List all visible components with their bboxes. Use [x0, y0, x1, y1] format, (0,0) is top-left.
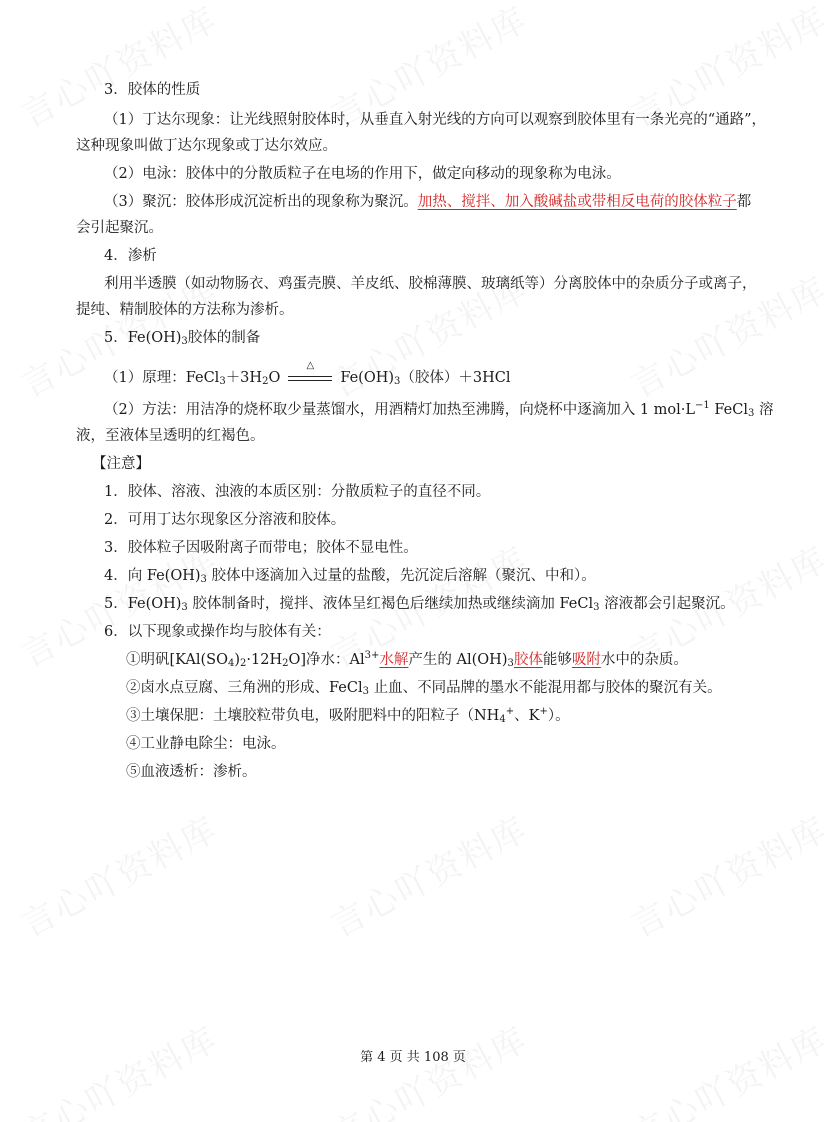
page-footer: 第 4 页 共 108 页 [360, 1050, 466, 1065]
dialysis-line-1: 利用半透膜（如动物肠衣、鸡蛋壳膜、羊皮纸、胶棉薄膜、玻璃纸等）分离胶体中的杂质分子或离子， [104, 276, 757, 292]
note-4 [104, 566, 596, 586]
method-text: FeCl [709, 402, 748, 418]
heading-text: 胶体的制备 [187, 330, 261, 346]
highlight-adsorb: 吸附 [571, 652, 601, 668]
superscript: + [539, 706, 548, 717]
coagulation-text-end: 都 [736, 194, 752, 210]
highlight-colloid: 胶体 [513, 652, 543, 668]
item-text: ①明矾[KAl(SO [126, 652, 228, 668]
watermark-text [321, 802, 535, 947]
subscript: 3 [181, 602, 188, 613]
note-text: 溶液都会引起聚沉。 [599, 596, 735, 612]
heating-equals-sign [288, 360, 332, 386]
watermark-text [621, 802, 826, 947]
subscript: 4 [499, 714, 506, 725]
principle-text: （1）原理：FeCl [104, 370, 220, 386]
note-text: 5．Fe(OH) [104, 596, 182, 612]
item-text: 水中的杂质。 [600, 652, 688, 668]
delta-icon: △ [306, 360, 315, 371]
watermark-text [11, 802, 225, 947]
item-text: ③土壤保肥：土壤胶粒带负电，吸附肥料中的阳粒子（NH [126, 708, 500, 724]
subscript: 3 [507, 658, 514, 669]
equals-bar-top [288, 376, 332, 377]
subscript: 3 [593, 602, 600, 613]
principle-text: ＋3H [225, 370, 263, 386]
dialysis-line-2: 提纯、精制胶体的方法称为渗析。 [76, 302, 294, 318]
watermark-text [621, 1012, 826, 1122]
note-2: 2．可用丁达尔现象区分溶液和胶体。 [104, 512, 346, 528]
highlight-hydrolysis: 水解 [379, 652, 409, 668]
section-3-heading: 3．胶体的性质 [104, 82, 201, 98]
subscript: 3 [362, 686, 369, 697]
coagulation-line-1 [104, 192, 751, 212]
coagulation-text: （3）聚沉：胶体形成沉淀析出的现象称为聚沉。 [104, 194, 418, 210]
note-item-3 [126, 706, 570, 726]
note-6: 6．以下现象或操作均与胶体有关： [104, 624, 331, 640]
section-5-heading [104, 328, 260, 348]
principle-text: O [268, 370, 281, 386]
item-text: 止血、不同品牌的墨水不能混用都与胶体的聚沉有关。 [368, 680, 722, 696]
subscript: 2 [262, 376, 269, 387]
subscript: 4 [228, 658, 235, 669]
superscript: 3+ [364, 650, 380, 661]
principle-product: Fe(OH) [340, 370, 395, 386]
item-text: ②卤水点豆腐、三角洲的形成、FeCl [126, 680, 363, 696]
note-5 [104, 594, 735, 614]
item-text: ) [234, 652, 241, 668]
electrophoresis-line: （2）电泳：胶体中的分散质粒子在电场的作用下，做定向移动的现象称为电泳。 [104, 166, 621, 182]
subscript: 3 [219, 376, 226, 387]
note-1: 1．胶体、溶液、浊液的本质区别：分散质粒子的直径不同。 [104, 484, 491, 500]
note-text: 4．向 Fe(OH) [104, 568, 201, 584]
principle-product-text: （胶体）＋3HCl [400, 370, 511, 386]
note-item-1 [126, 650, 688, 670]
item-text: ）。 [547, 708, 570, 724]
subscript: 2 [240, 658, 247, 669]
watermark-text [11, 1012, 225, 1122]
tyndall-line-1: （1）丁达尔现象：让光线照射胶体时，从垂直入射光线的方向可以观察到胶体里有一条光亮的“通路”， [104, 112, 767, 128]
superscript: + [505, 706, 515, 717]
item-text: 能够 [542, 652, 572, 668]
note-3: 3．胶体粒子因吸附离子而带电；胶体不显电性。 [104, 540, 418, 556]
note-item-5: ⑤血液透析：渗析。 [126, 764, 257, 780]
coagulation-highlight: 加热、搅拌、加入酸碱盐或带相反电荷的胶体粒子 [417, 194, 737, 210]
item-text: 产生的 Al(OH) [408, 652, 508, 668]
watermark-text [321, 1012, 535, 1122]
principle-line [104, 360, 511, 388]
heading-formula: 5．Fe(OH) [104, 330, 182, 346]
subscript: 3 [747, 408, 755, 419]
tyndall-line-2: 这种现象叫做丁达尔现象或丁达尔效应。 [76, 138, 337, 154]
subscript: 3 [181, 336, 188, 347]
note-text: 胶体中逐滴加入过量的盐酸，先沉淀后溶解（聚沉、中和）。 [206, 568, 596, 584]
section-4-heading: 4．渗析 [104, 248, 157, 264]
subscript: 3 [394, 376, 401, 387]
coagulation-line-2: 会引起聚沉。 [76, 220, 163, 236]
notes-heading: 【注意】 [92, 456, 150, 472]
item-text: ·12H [246, 652, 283, 668]
note-text: 胶体制备时，搅拌、液体呈红褐色后继续加热或继续滴加 FeCl [187, 596, 594, 612]
method-text: 溶 [754, 402, 774, 418]
equals-bar-bottom [288, 380, 332, 381]
item-text: O]净水：Al [288, 652, 365, 668]
subscript: 2 [282, 658, 289, 669]
subscript: 3 [200, 574, 207, 585]
method-line-2: 液，至液体呈透明的红褐色。 [76, 428, 265, 444]
method-text: （2）方法：用洁净的烧杯取少量蒸馏水，用酒精灯加热至沸腾，向烧杯中逐滴加入 1 mol·L [104, 402, 696, 418]
superscript: −1 [695, 400, 710, 411]
item-text: 、K [514, 708, 540, 724]
note-item-2 [126, 678, 722, 698]
method-line-1 [104, 400, 773, 420]
note-item-4: ④工业静电除尘：电泳。 [126, 736, 286, 752]
